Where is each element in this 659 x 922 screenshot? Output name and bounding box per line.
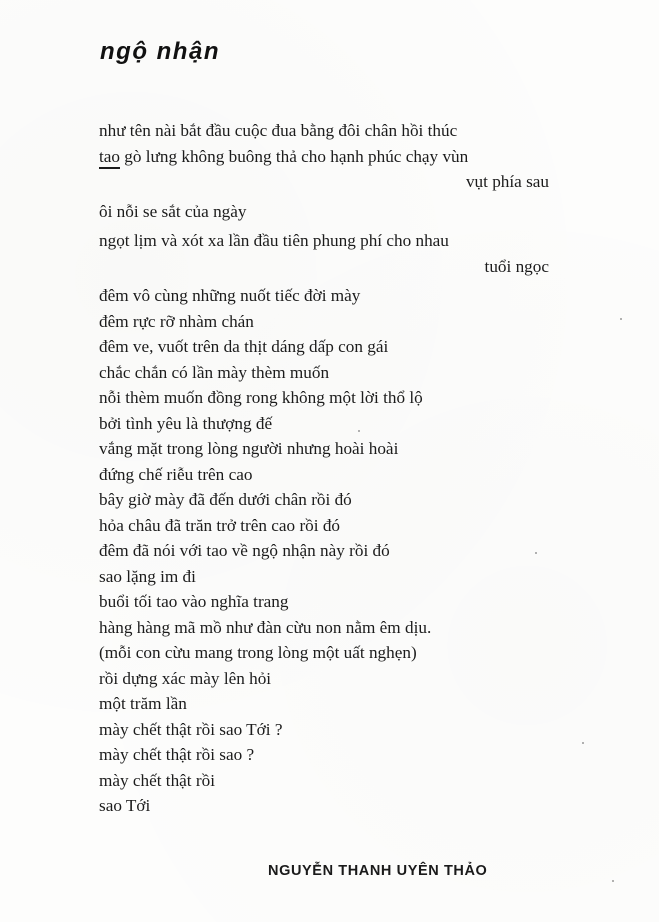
poem-line: vắng mặt trong lòng người nhưng hoài hoài xyxy=(99,439,399,458)
poem-line: như tên nài bắt đầu cuộc đua bằng đôi chân hồi thúc xyxy=(99,121,458,140)
poem-line: đêm rực rỡ nhàm chán xyxy=(99,311,254,331)
poem-line: ôi nỗi se sắt của ngày xyxy=(99,201,247,221)
poem-line: mày chết thật rồi sao Tới ? xyxy=(99,719,283,739)
poem-line: ngọt lịm và xót xa lần đầu tiên phung phí cho nhau xyxy=(99,231,449,250)
poem-line: mày chết thật rồi sao ? xyxy=(99,745,255,764)
poem-line: đêm đã nói với tao về ngộ nhận này rồi đó xyxy=(99,541,390,560)
poem-line: (mỗi con cừu mang trong lòng một uất nghẹn) xyxy=(99,643,417,662)
poem-line: hỏa châu đã trăn trở trên cao rồi đó xyxy=(99,515,341,535)
poem-line: một trăm lần xyxy=(99,694,187,713)
scan-speck xyxy=(582,742,584,744)
author-signature: NGUYỄN THANH UYÊN THẢO xyxy=(268,863,488,879)
poem-line: rồi dựng xác mày lên hỏi xyxy=(99,668,272,688)
scan-speck xyxy=(535,552,537,554)
poem-line: đêm ve, vuốt trên da thịt dáng dấp con gái xyxy=(99,337,389,356)
poem-line-rest: gò lưng không buông thả cho hạnh phúc chạy vùn xyxy=(120,146,469,166)
scan-speck xyxy=(612,880,614,882)
poem-line: sao lặng im đi xyxy=(99,566,196,586)
poem-line: sao Tới xyxy=(99,796,151,815)
underlined-word: tao xyxy=(99,146,120,166)
poem-line: đứng chế riễu trên cao xyxy=(99,464,253,484)
poem-line: mày chết thật rồi xyxy=(99,770,215,790)
poem-line: buổi tối tao vào nghĩa trang xyxy=(99,592,289,611)
poem-line: bởi tình yêu là thượng đế xyxy=(99,413,273,433)
poem-line: chắc chắn có lần mày thèm muốn xyxy=(99,362,330,382)
poem-line: nỗi thèm muốn đồng rong không một lời thổ lộ xyxy=(99,388,423,407)
poem-line: đêm vô cùng những nuốt tiếc đời mày xyxy=(99,286,361,305)
scan-speck xyxy=(358,430,360,432)
poem-line-continuation: vụt phía sau xyxy=(465,172,549,191)
scan-speck xyxy=(620,318,622,320)
poem-body xyxy=(99,118,549,819)
poem-line: bây giờ mày đã đến dưới chân rồi đó xyxy=(99,490,352,509)
poem-title: ngộ nhận xyxy=(100,38,220,65)
poem-line-continuation: tuổi ngọc xyxy=(484,256,549,276)
poem-line xyxy=(99,144,549,170)
poem-line: hàng hàng mã mồ như đàn cừu non nằm êm dịu. xyxy=(99,617,432,637)
